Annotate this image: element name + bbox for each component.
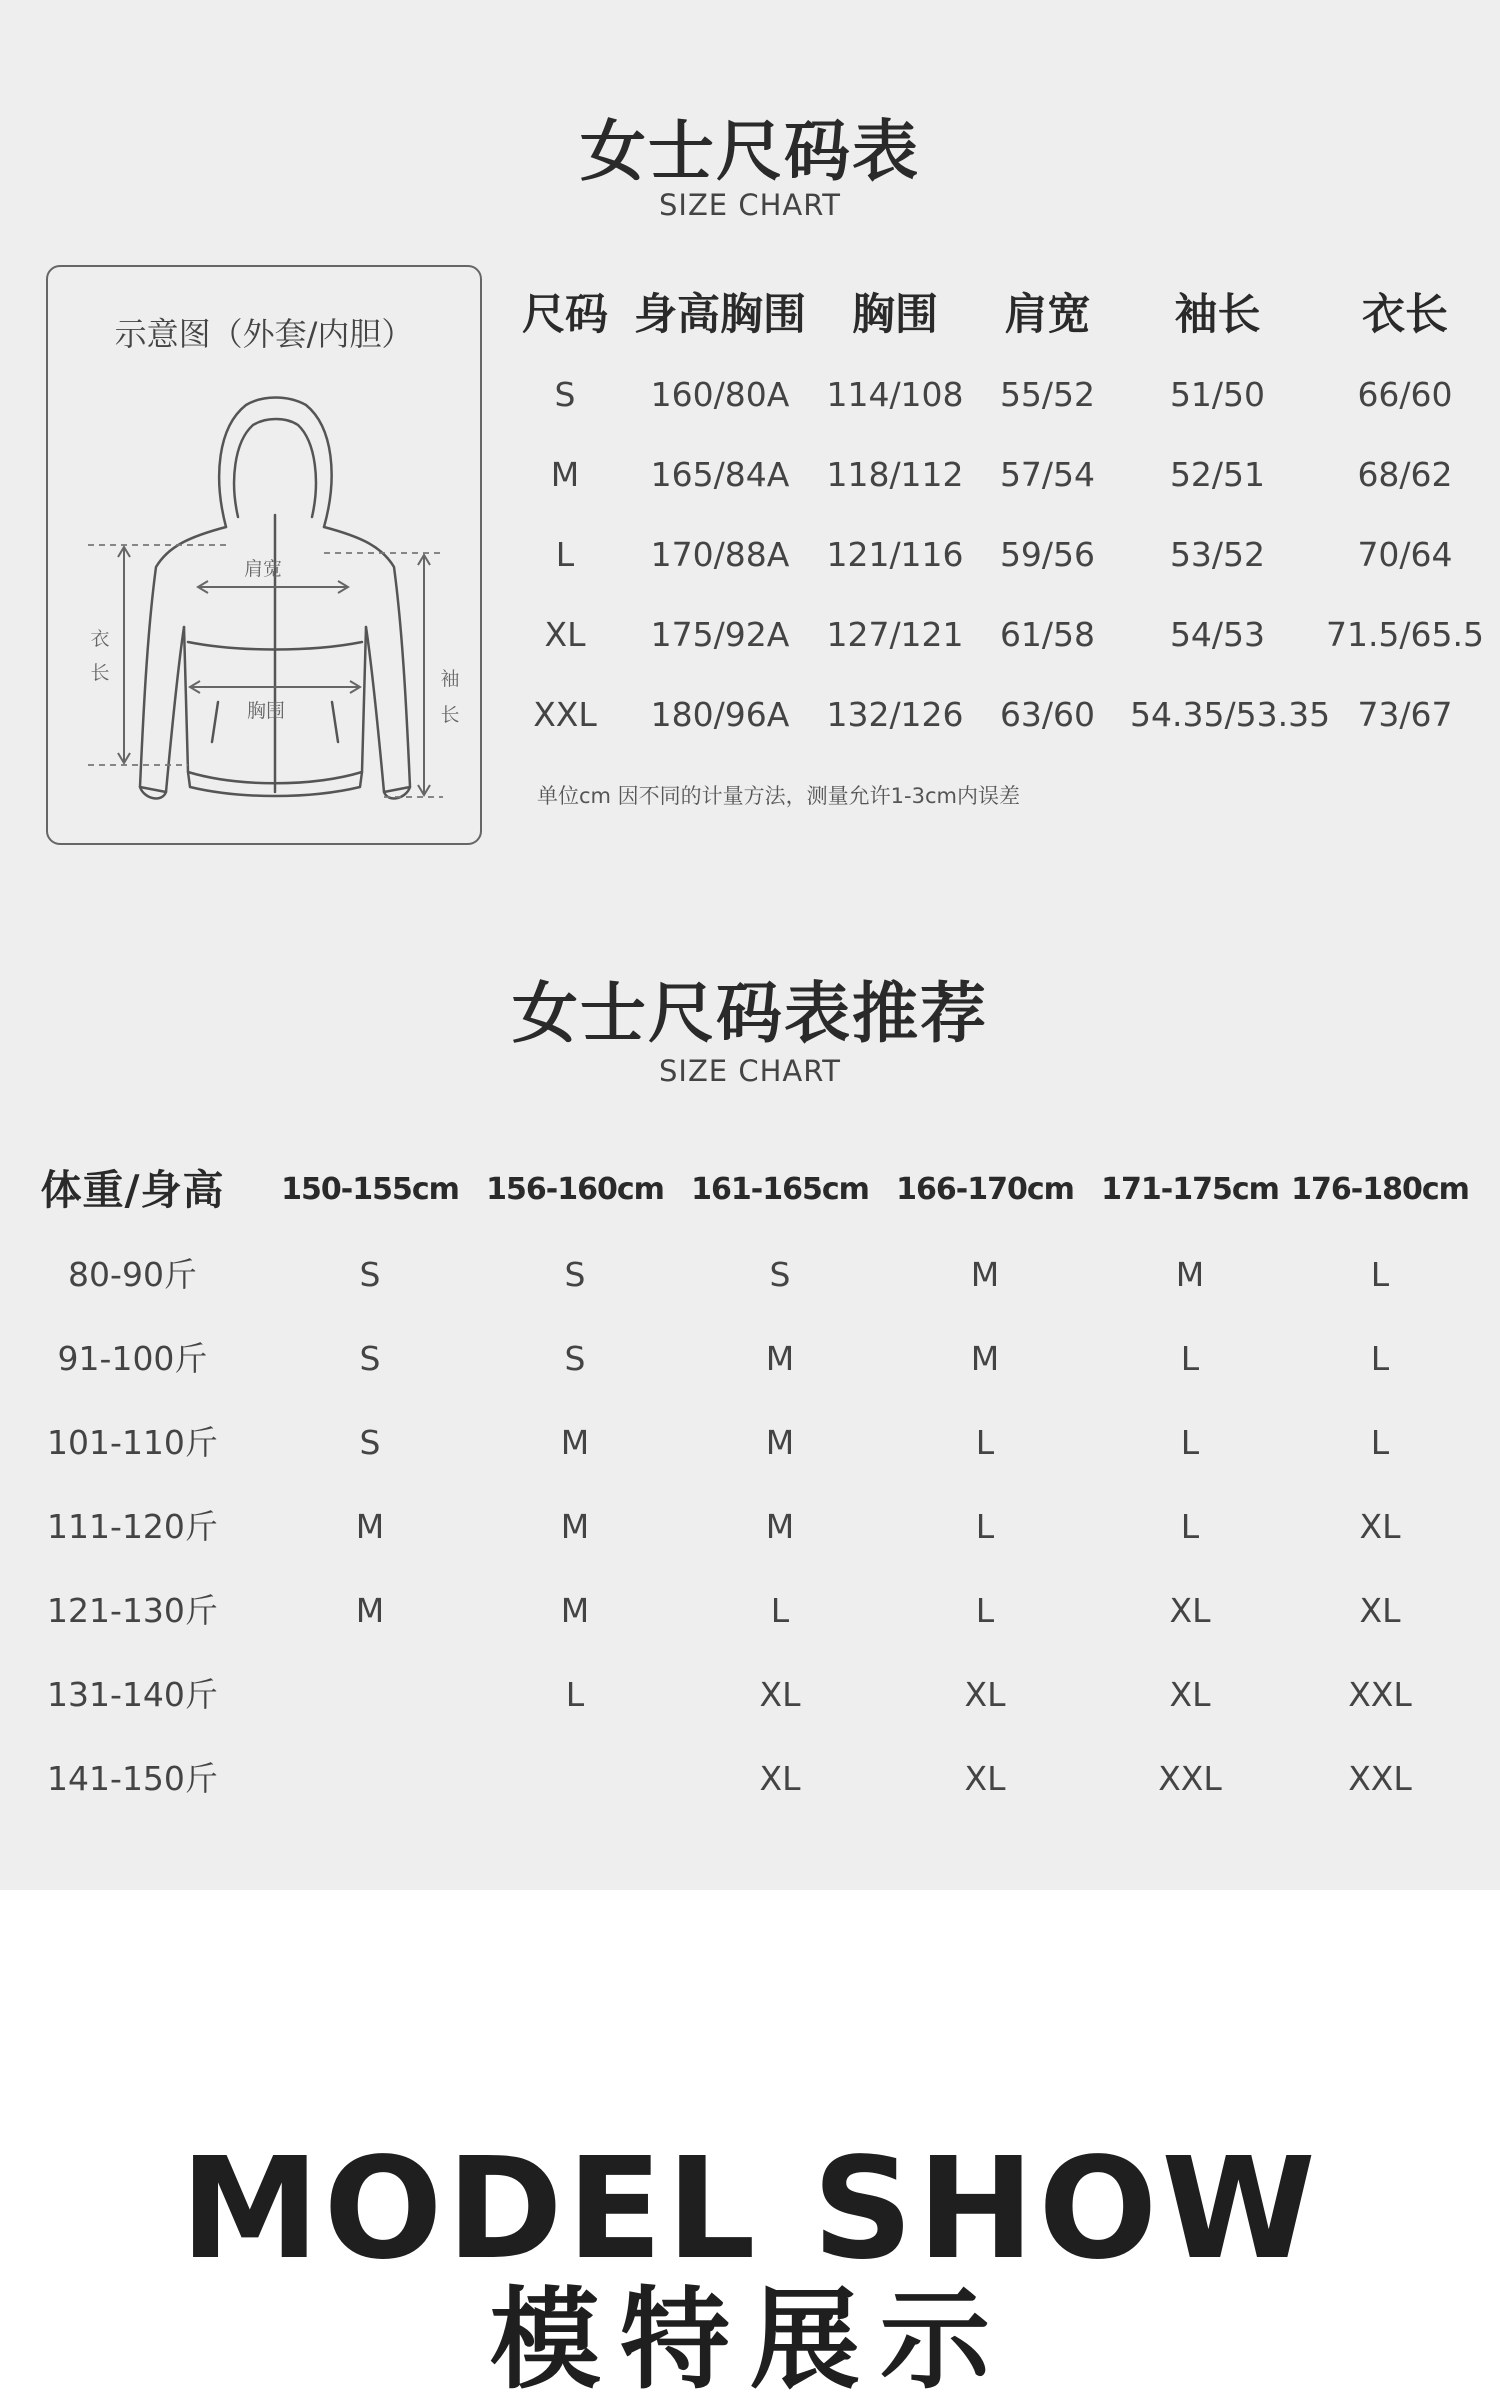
size-cell: XL — [1169, 1675, 1211, 1714]
size-cell: S — [554, 375, 576, 414]
size-cell: L — [1180, 1423, 1200, 1462]
model-show-title: MODEL SHOW — [180, 2128, 1320, 2291]
table-row — [20, 1502, 1480, 1586]
size-table-header — [515, 280, 1485, 370]
size-cell: L — [1180, 1339, 1200, 1378]
size-cell: 51/50 — [1169, 375, 1266, 414]
size-cell: L — [565, 1675, 585, 1714]
size-cell: L — [555, 535, 575, 574]
table-row — [515, 690, 1485, 770]
table-row — [20, 1586, 1480, 1670]
size-cell: M — [765, 1507, 795, 1546]
size-cell: XL — [1169, 1591, 1211, 1630]
size-cell: 63/60 — [999, 695, 1096, 734]
weight-cell: 121-130斤 — [47, 1591, 218, 1630]
size-cell: M — [765, 1423, 795, 1462]
size-cell: L — [770, 1591, 790, 1630]
size-cell: 59/56 — [999, 535, 1096, 574]
size-cell: XL — [964, 1675, 1006, 1714]
size-cell: M — [560, 1423, 590, 1462]
size-cell: S — [564, 1339, 586, 1378]
recommend-header-height: 171-175cm — [1101, 1172, 1279, 1207]
diagram-title: 示意图（外套/内胆） — [114, 315, 414, 353]
size-cell: XXL — [1158, 1759, 1222, 1798]
diagram-label-length-1: 衣 — [90, 628, 110, 650]
size-cell: M — [560, 1591, 590, 1630]
table-row — [20, 1670, 1480, 1754]
size-cell: L — [975, 1591, 995, 1630]
size-cell: 73/67 — [1357, 695, 1453, 734]
size-cell: M — [765, 1339, 795, 1378]
size-cell: XL — [759, 1675, 801, 1714]
size-cell: 127/121 — [826, 615, 964, 654]
recommend-header-height: 150-155cm — [281, 1172, 459, 1207]
weight-cell: 131-140斤 — [47, 1675, 218, 1714]
size-cell: S — [564, 1255, 586, 1294]
size-cell: S — [359, 1339, 381, 1378]
size-cell: 68/62 — [1357, 455, 1453, 494]
diagram-label-length-2: 长 — [90, 662, 110, 684]
recommend-header-height: 176-180cm — [1291, 1172, 1469, 1207]
table-row — [515, 450, 1485, 530]
size-cell: 53/52 — [1169, 535, 1266, 574]
size-cell: L — [1370, 1339, 1390, 1378]
size-header-size: 尺码 — [522, 290, 608, 340]
recommend-header-height: 156-160cm — [486, 1172, 664, 1207]
size-cell: 180/96A — [650, 695, 790, 734]
size-cell: XXL — [1348, 1675, 1412, 1714]
size-cell: XL — [759, 1759, 801, 1798]
recommend-header-height: 166-170cm — [896, 1172, 1074, 1207]
size-cell: M — [560, 1507, 590, 1546]
recommend-subtitle: SIZE CHART — [658, 1054, 842, 1088]
weight-cell: 101-110斤 — [47, 1423, 218, 1462]
size-cell: 165/84A — [650, 455, 790, 494]
size-cell: 55/52 — [999, 375, 1096, 414]
table-row — [515, 610, 1485, 690]
recommend-title: 女士尺码表推荐 — [512, 975, 988, 1052]
size-cell: 175/92A — [650, 615, 790, 654]
table-row — [20, 1334, 1480, 1418]
table-row — [515, 370, 1485, 450]
recommend-table-header — [20, 1160, 1480, 1250]
size-cell: L — [1370, 1255, 1390, 1294]
diagram-label-sleeve-1: 袖 — [440, 668, 460, 690]
size-cell: XL — [544, 615, 586, 654]
measurement-note: 单位cm 因不同的计量方法，测量允许1-3cm内误差 — [537, 784, 1020, 808]
size-cell: 54/53 — [1169, 615, 1266, 654]
size-cell: M — [355, 1591, 385, 1630]
size-cell: M — [970, 1339, 1000, 1378]
diagram-label-shoulder: 肩宽 — [243, 558, 283, 580]
size-cell: 114/108 — [826, 375, 964, 414]
size-cell: S — [359, 1423, 381, 1462]
weight-cell: 111-120斤 — [47, 1507, 218, 1546]
recommend-header-weight-height: 体重/身高 — [40, 1166, 225, 1214]
size-cell: S — [769, 1255, 791, 1294]
size-cell: 57/54 — [999, 455, 1096, 494]
size-cell: L — [1370, 1423, 1390, 1462]
size-cell: 70/64 — [1357, 535, 1453, 574]
size-cell: 170/88A — [650, 535, 790, 574]
size-header-height: 身高胸围 — [634, 290, 806, 340]
diagram-label-chest: 胸围 — [246, 700, 286, 722]
size-header-chest: 胸围 — [852, 290, 938, 340]
size-cell: XL — [1359, 1507, 1401, 1546]
recommend-header-height: 161-165cm — [691, 1172, 869, 1207]
weight-cell: 141-150斤 — [47, 1759, 218, 1798]
size-cell: XL — [964, 1759, 1006, 1798]
size-cell: 71.5/65.5 — [1325, 615, 1485, 654]
size-cell: S — [359, 1255, 381, 1294]
size-cell: XL — [1359, 1591, 1401, 1630]
weight-cell: 91-100斤 — [57, 1339, 208, 1378]
size-cell: 61/58 — [999, 615, 1096, 654]
table-row — [20, 1418, 1480, 1502]
table-row — [20, 1250, 1480, 1334]
size-cell: L — [975, 1507, 995, 1546]
size-table — [515, 280, 1485, 770]
size-cell: M — [970, 1255, 1000, 1294]
size-cell: 54.35/53.35 — [1130, 695, 1331, 734]
size-cell: 118/112 — [826, 455, 964, 494]
size-chart-subtitle: SIZE CHART — [658, 188, 842, 222]
size-cell: M — [1175, 1255, 1205, 1294]
size-cell: 52/51 — [1169, 455, 1266, 494]
table-row — [515, 530, 1485, 610]
size-chart-title: 女士尺码表 — [580, 113, 920, 190]
garment-diagram — [46, 265, 482, 845]
size-header-sleeve: 袖长 — [1174, 290, 1261, 340]
diagram-label-sleeve-2: 长 — [440, 704, 460, 726]
size-cell: L — [1180, 1507, 1200, 1546]
size-cell: 160/80A — [650, 375, 790, 414]
size-cell: M — [550, 455, 580, 494]
size-cell: 132/126 — [826, 695, 964, 734]
size-header-length: 衣长 — [1362, 290, 1448, 340]
size-cell: 121/116 — [826, 535, 964, 574]
size-cell: XXL — [533, 695, 597, 734]
recommend-table — [20, 1160, 1480, 1838]
size-cell: 66/60 — [1357, 375, 1453, 414]
size-cell: M — [355, 1507, 385, 1546]
weight-cell: 80-90斤 — [68, 1255, 197, 1294]
jacket-outline-icon — [48, 367, 480, 807]
model-show-subtitle: 模特展示 — [490, 2276, 1010, 2404]
table-row — [20, 1754, 1480, 1838]
size-header-shoulder: 肩宽 — [1004, 290, 1091, 340]
size-cell: XXL — [1348, 1759, 1412, 1798]
size-cell: L — [975, 1423, 995, 1462]
